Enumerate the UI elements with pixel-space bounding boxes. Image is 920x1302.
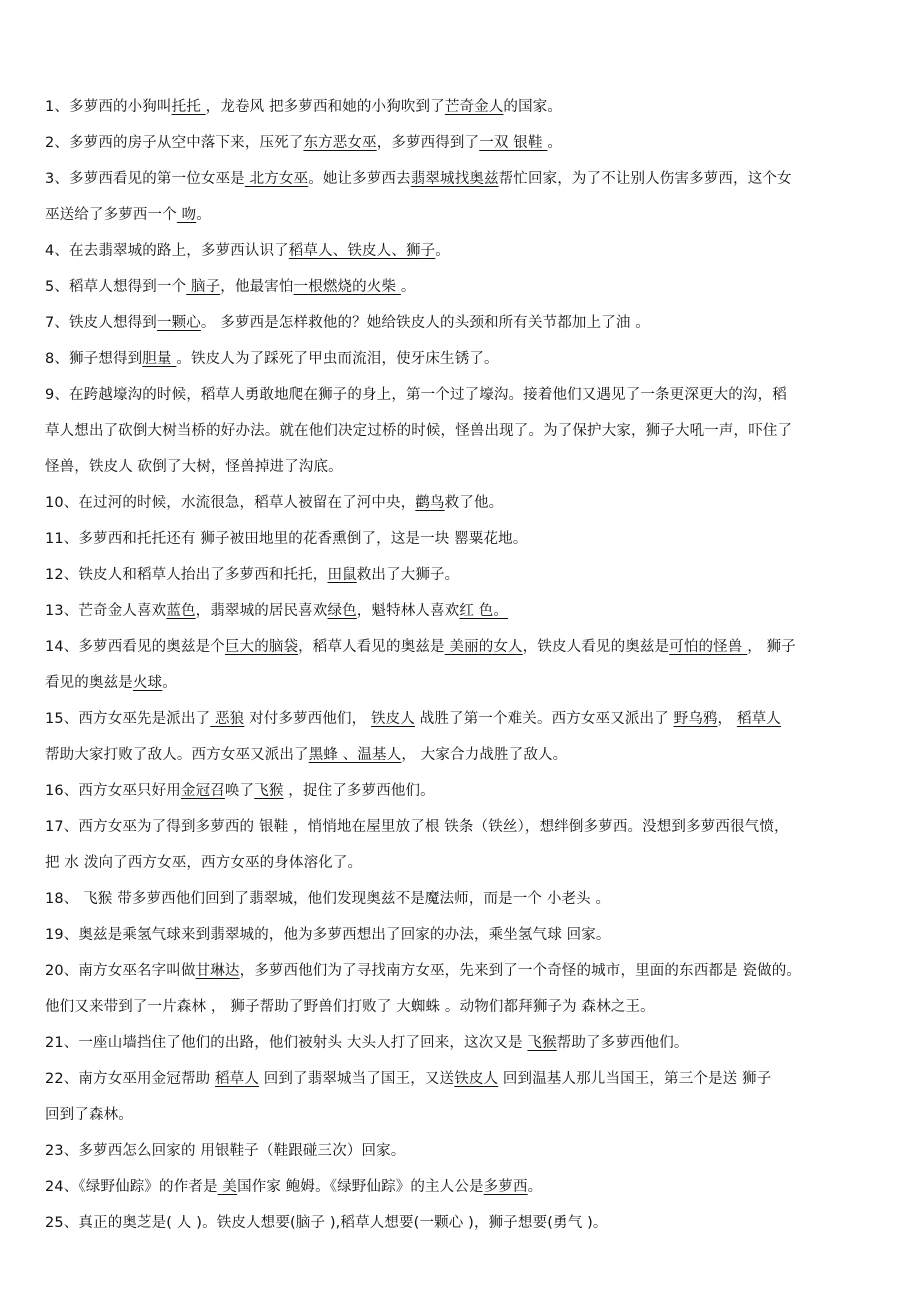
question-list (45, 93, 883, 1245)
question-3 (45, 165, 883, 201)
question-text: 19、奥兹是乘氢气球来到翡翠城的，他为多萝西想出了回家的办法，乘坐氢气球 回家。 (45, 927, 611, 943)
question-15 (45, 705, 883, 741)
question-12 (45, 561, 883, 597)
answer-underlined: 金冠召 (180, 783, 225, 799)
question-text: 。 多萝西是怎样救他的？她给铁皮人的头颈和所有关节都加上了油 。 (200, 315, 650, 331)
answer-underlined: 飞猴 (527, 1035, 557, 1051)
question-text: 草人想出了砍倒大树当桥的好办法。就在他们决定过桥的时候，怪兽出现了。为了保护大家，狮子大吼一声，吓住了 (45, 423, 793, 439)
question-text: ，多萝西得到了 (376, 135, 480, 151)
question-text: 巫送给了多萝西一个 (45, 207, 177, 223)
question-21 (45, 1029, 883, 1065)
question-text: ，魁特林人喜欢 (356, 603, 460, 619)
answer-underlined: 多萝西 (483, 1179, 528, 1195)
question-text: 战胜了第一个难关。西方女巫又派出了 (414, 711, 674, 727)
question-text: 15、西方女巫先是派出了 (45, 711, 211, 727)
answer-underlined: 野乌鸦 (673, 711, 718, 727)
answer-underlined: 甘琳达 (195, 963, 240, 979)
answer-underlined: 北方女巫 (244, 171, 309, 187)
question-text: 国作家 鲍姆。《绿野仙踪》的主人公是 (237, 1179, 484, 1195)
question-text: 对付多萝西他们， (244, 711, 372, 727)
question-text: 帮忙回家，为了不让别人伤害多萝西，这个女 (498, 171, 792, 187)
answer-underlined: 巨大的脑袋 (224, 639, 299, 655)
answer-underlined: 一根燃烧的火柴 (293, 279, 401, 295)
question-text: 21、一座山墙挡住了他们的出路，他们被射头 大头人打了回来，这次又是 (45, 1035, 528, 1051)
question-text: ， 狮子 (747, 639, 796, 655)
question-text: 17、西方女巫为了得到多萝西的 银鞋 ，悄悄地在屋里放了根 铁条（铁丝），想绊倒多萝西。没想到多萝西很气愤， (45, 819, 789, 835)
question-text: 帮助大家打败了敌人。西方女巫又派出了 (45, 747, 309, 763)
question-1 (45, 93, 883, 129)
question-text: 怪兽，铁皮人 砍倒了大树，怪兽掉进了沟底。 (45, 459, 343, 475)
answer-underlined: 脑子 (186, 279, 221, 295)
question-text: 。 (162, 675, 177, 691)
answer-underlined: 一双 银鞋 (479, 135, 548, 151)
question-17-cont (45, 849, 883, 885)
question-text: 。 (400, 279, 416, 295)
question-2 (45, 129, 883, 165)
question-8 (45, 345, 883, 381)
answer-underlined: 翡翠城找奥兹 (410, 171, 499, 187)
question-text: 13、芒奇金人喜欢 (45, 603, 167, 619)
question-text: ，翡翠城的居民喜欢 (195, 603, 328, 619)
question-text: 14、多萝西看见的奥兹是个 (45, 639, 225, 655)
question-text: ，他最害怕 (220, 279, 294, 295)
question-text: 救出了大狮子。 (356, 567, 460, 583)
answer-underlined: 田鼠 (327, 567, 357, 583)
answer-underlined: 铁皮人 (454, 1071, 499, 1087)
question-10 (45, 489, 883, 525)
question-text: 20、南方女巫名字叫做 (45, 963, 196, 979)
question-text: ，龙卷风 把多萝西和她的小狗吹到了 (205, 99, 445, 115)
question-text: 的国家。 (503, 99, 563, 115)
question-text: 帮助了多萝西他们。 (556, 1035, 689, 1051)
question-text: 1、多萝西的小狗叫 (45, 99, 172, 115)
question-text: ，稻草人看见的奥兹是 (298, 639, 445, 655)
question-text: 11、多萝西和托托还有 狮子被田地里的花香熏倒了，这是一块 罂粟花地。 (45, 531, 528, 547)
question-text: 。 (435, 243, 450, 259)
question-13 (45, 597, 883, 633)
question-22 (45, 1065, 883, 1101)
answer-underlined: 美丽的女人 (444, 639, 523, 655)
question-text: 唤了 (224, 783, 255, 799)
question-20-cont (45, 993, 883, 1029)
question-text: 7、铁皮人想得到 (45, 315, 157, 331)
question-7 (45, 309, 883, 345)
question-3-cont (45, 201, 883, 237)
answer-underlined: 托托 (171, 99, 206, 115)
answer-underlined: 美 (217, 1179, 238, 1195)
question-23 (45, 1137, 883, 1173)
question-17 (45, 813, 883, 849)
answer-underlined: 鹳鸟 (415, 495, 445, 511)
question-20 (45, 957, 883, 993)
question-9 (45, 381, 883, 417)
answer-underlined: 稻草人 (736, 711, 781, 727)
question-text: 回到了森林。 (45, 1107, 133, 1123)
question-text: 。 (196, 207, 211, 223)
question-22-cont (45, 1101, 883, 1137)
question-4 (45, 237, 883, 273)
answer-underlined: 东方恶女巫 (303, 135, 377, 151)
answer-underlined: 稻草人、铁皮人、狮子 (288, 243, 436, 259)
question-text: ，捉住了多萝西他们。 (283, 783, 435, 799)
question-text: 。 (547, 135, 563, 151)
question-text: 2、多萝西的房子从空中落下来，压死了 (45, 135, 304, 151)
answer-underlined: 吻 (176, 207, 197, 223)
question-text: 5、稻草人想得到一个 (45, 279, 187, 295)
answer-underlined: 铁皮人 (371, 711, 415, 727)
question-text: 。铁皮人为了踩死了甲虫而流泪，使牙床生锈了。 (176, 351, 499, 367)
answer-underlined: 一颗心 (156, 315, 201, 331)
question-text: 他们又来带到了一片森林 ， 狮子帮助了野兽们打败了 大蜘蛛 。动物们都拜狮子为 森林之王。 (45, 999, 655, 1015)
question-text: 回到温基人那儿当国王，第三个是送 狮子 (498, 1071, 772, 1087)
question-text: 10、在过河的时候，水流很急，稻草人被留在了河中央， (45, 495, 416, 511)
question-text: 16、西方女巫只好用 (45, 783, 181, 799)
question-14 (45, 633, 883, 669)
question-text: 看见的奥兹是 (45, 675, 133, 691)
question-19 (45, 921, 883, 957)
question-text: ，铁皮人看见的奥兹是 (522, 639, 670, 655)
question-text: 救了他。 (444, 495, 504, 511)
question-text: 25、真正的奥芝是( 人 )。铁皮人想要(脑子 ),稻草人想要(一颗心 )，狮子想要(勇气 )。 (45, 1215, 608, 1231)
answer-underlined: 可怕的怪兽 (669, 639, 748, 655)
question-text: 24、《绿野仙踪》的作者是 (45, 1179, 218, 1195)
question-text: 9、在跨越壕沟的时候，稻草人勇敢地爬在狮子的身上，第一个过了壕沟。接着他们又遇见了一条更深更大的沟，稻 (45, 387, 787, 403)
question-24 (45, 1173, 883, 1209)
question-text: 22、南方女巫用金冠帮助 (45, 1071, 216, 1087)
question-text: 3、多萝西看见的第一位女巫是 (45, 171, 245, 187)
question-9-cont (45, 417, 883, 453)
question-14-cont (45, 669, 883, 705)
question-text: 。她让多萝西去 (308, 171, 411, 187)
question-18 (45, 885, 883, 921)
question-15-cont (45, 741, 883, 777)
question-text: 8、狮子想得到 (45, 351, 143, 367)
answer-underlined: 红 色。 (459, 603, 509, 619)
question-text: ， 大家合力战胜了敌人。 (401, 747, 568, 763)
question-text: 18、 飞猴 带多萝西他们回到了翡翠城，他们发现奥兹不是魔法师，而是一个 小老头 。 (45, 891, 611, 907)
answer-underlined: 恶狼 (210, 711, 245, 727)
question-text: 4、在去翡翠城的路上，多萝西认识了 (45, 243, 289, 259)
answer-underlined: 黑蜂 、温基人 (308, 747, 402, 763)
answer-underlined: 芒奇金人 (444, 99, 504, 115)
question-text: 。 (527, 1179, 543, 1195)
question-5 (45, 273, 883, 309)
question-16 (45, 777, 883, 813)
question-text: ，多萝西他们为了寻找南方女巫，先来到了一个奇怪的城市，里面的东西都是 瓷做的。 (239, 963, 802, 979)
question-text: 12、铁皮人和稻草人抬出了多萝西和托托， (45, 567, 328, 583)
question-text: 23、多萝西怎么回家的 用银鞋子（鞋跟碰三次）回家。 (45, 1143, 406, 1159)
answer-underlined: 蓝色 (166, 603, 196, 619)
question-text: 回到了翡翠城当了国王，又送 (258, 1071, 455, 1087)
question-9-cont (45, 453, 883, 489)
question-text: ， (717, 711, 737, 727)
answer-underlined: 飞猴 (254, 783, 284, 799)
answer-underlined: 火球 (132, 675, 163, 691)
question-11 (45, 525, 883, 561)
question-25 (45, 1209, 883, 1245)
answer-underlined: 胆量 (142, 351, 177, 367)
answer-underlined: 绿色 (327, 603, 357, 619)
answer-underlined: 稻草人 (215, 1071, 259, 1087)
question-text: 把 水 泼向了西方女巫，西方女巫的身体溶化了。 (45, 855, 363, 871)
